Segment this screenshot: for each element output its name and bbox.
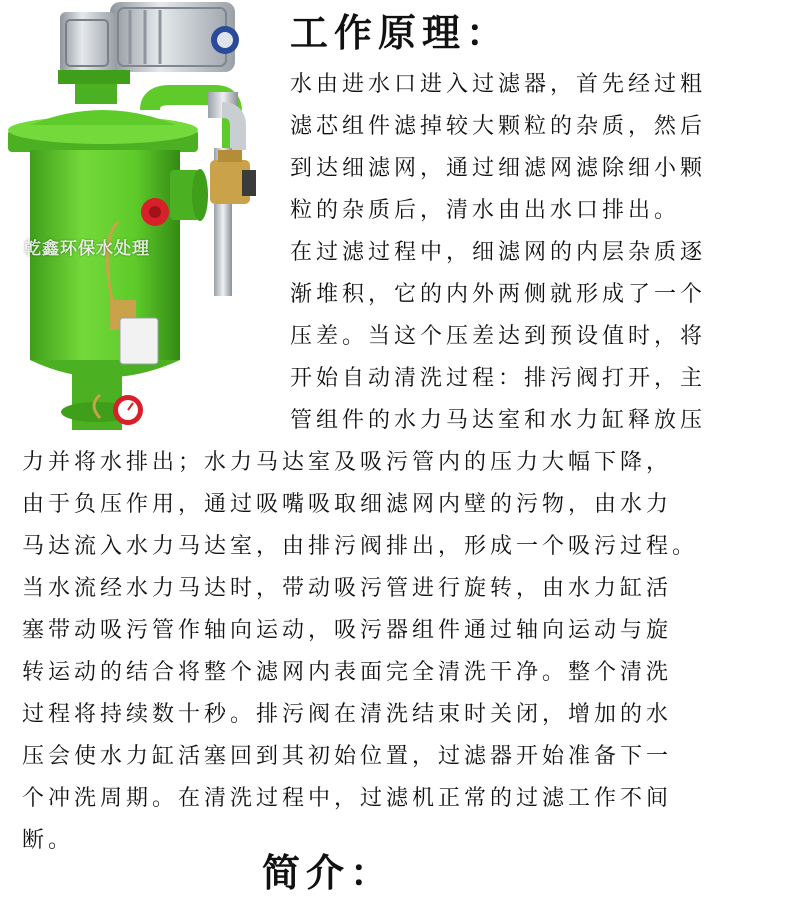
heading-working-principle: 工作原理： (290, 11, 511, 55)
paragraph-line: 开始自动清洗过程：排污阀打开，主 (290, 366, 707, 391)
paragraph-line: 压差。当这个压差达到预设值时，将 (290, 324, 707, 349)
paragraph-line: 水由进水口进入过滤器，首先经过粗 (290, 72, 707, 97)
paragraph-upper (290, 64, 706, 442)
paragraph-line: 滤芯组件滤掉较大颗粒的杂质，然后 (290, 114, 707, 139)
paragraph-lower (22, 442, 698, 862)
paragraph-line: 到达细滤网，通过细滤网滤除细小颗 (290, 156, 707, 181)
paragraph-line: 力并将水排出；水力马达室及吸污管内的压力大幅下降， (22, 450, 673, 475)
motor-icon (60, 2, 239, 74)
paragraph-line: 管组件的水力马达室和水力缸释放压 (290, 408, 707, 433)
paragraph-line: 当水流经水力马达时，带动吸污管进行旋转，由水力缸活 (22, 576, 673, 601)
paragraph-line: 个冲洗周期。在清洗过程中，过滤机正常的过滤工作不间 (22, 786, 673, 811)
paragraph-line: 塞带动吸污管作轴向运动，吸污器组件通过轴向运动与旋 (22, 618, 673, 643)
paragraph-line: 断。 (22, 828, 75, 853)
filter-product-photo (0, 0, 275, 450)
paragraph-line: 在过滤过程中，细滤网的内层杂质逐 (290, 240, 707, 265)
paragraph-line: 由于负压作用，通过吸嘴吸取细滤网内壁的污物，由水力 (22, 492, 673, 517)
paragraph-line: 渐堆积，它的内外两侧就形成了一个 (290, 282, 707, 307)
heading-introduction: 简介： (262, 851, 395, 895)
paragraph-line: 过程将持续数十秒。排污阀在清洗结束时关闭，增加的水 (22, 702, 673, 727)
watermark-text: 乾鑫环保水处理 (24, 239, 150, 259)
paragraph-line: 压会使水力缸活塞回到其初始位置，过滤器开始准备下一 (22, 744, 673, 769)
paragraph-line: 马达流入水力马达室，由排污阀排出，形成一个吸污过程。 (22, 534, 699, 559)
paragraph-line: 粒的杂质后，清水由出水口排出。 (290, 198, 681, 223)
paragraph-line: 转运动的结合将整个滤网内表面完全清洗干净。整个清洗 (22, 660, 673, 685)
